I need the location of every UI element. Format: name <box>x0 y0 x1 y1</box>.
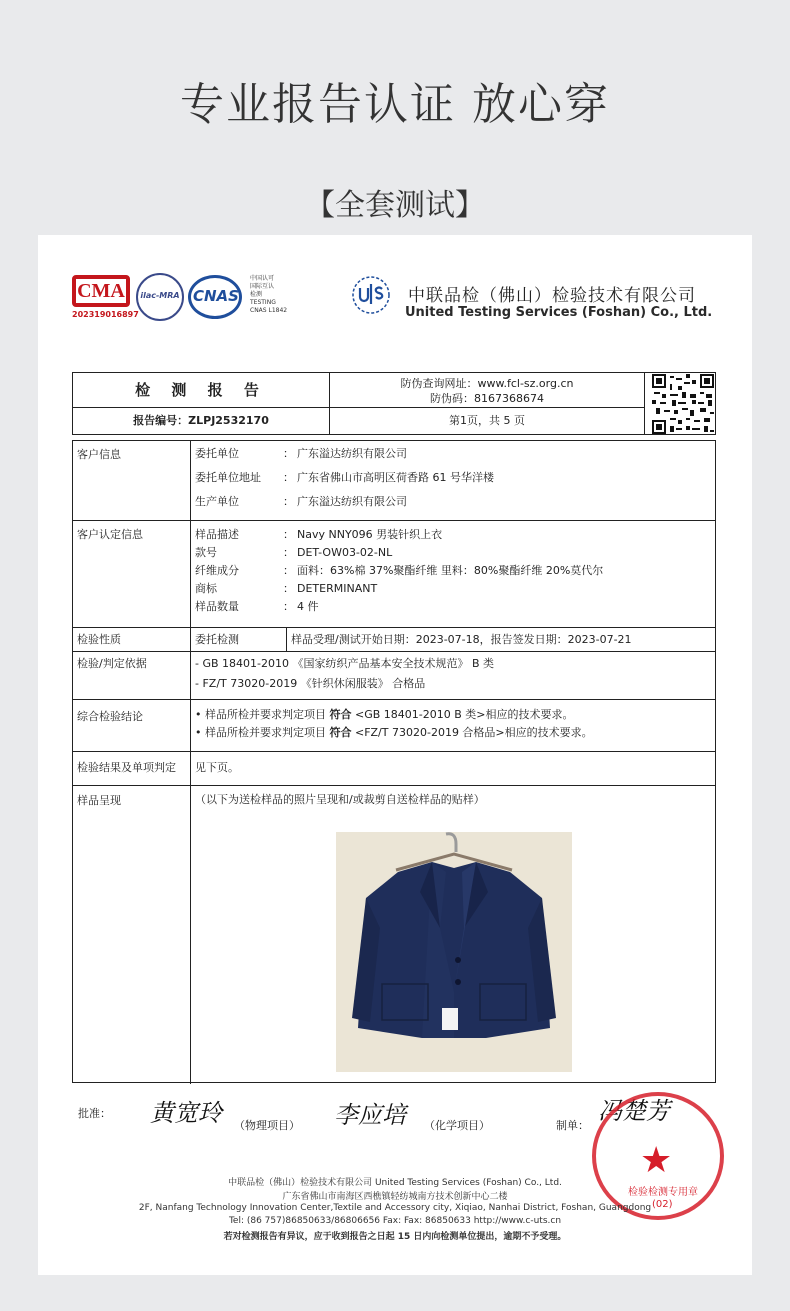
results-cell: 见下页。 <box>195 761 239 774</box>
nature-dates: 样品受理/测试开始日期：2023-07-18，报告签发日期：2023-07-21 <box>291 633 632 646</box>
client-item: 委托单位 ： 广东溢达纺织有限公司 <box>195 447 407 460</box>
anti-fake-info <box>330 373 645 408</box>
seal-text: 检验检测专用章 <box>628 1187 698 1198</box>
conclusion-row <box>73 700 715 752</box>
physical-label: （物理项目） <box>234 1119 300 1132</box>
nature-type: 委托检测 <box>191 628 287 651</box>
report-title: 检 测 报 告 <box>73 373 330 408</box>
company-name-cn: 中联品检（佛山）检验技术有限公司 <box>408 286 696 306</box>
basis-label: 检验/判定依据 <box>73 652 191 699</box>
client-info-cell <box>191 441 715 520</box>
company-name-en: United Testing Services (Foshan) Co., Ltd. <box>405 305 713 320</box>
sample-info-label: 客户认定信息 <box>73 521 191 627</box>
cma-logo: CMA <box>72 275 130 307</box>
report-sheet <box>38 235 752 1275</box>
cnas-note: 中国认可 国际互认 检测 TESTING CNAS L1842 <box>250 275 288 314</box>
footer-company: 中联品检（佛山）检验技术有限公司 United Testing Services (Foshan) Co., Ltd. <box>228 1178 562 1188</box>
basis-row <box>73 652 715 700</box>
footer-notice: 若对检测报告有异议，应于收到报告之日起 15 日内向检测单位提出，逾期不予受理。 <box>223 1232 567 1242</box>
page-count: 第1页，共 5 页 <box>330 408 645 434</box>
sample-info-row <box>73 521 715 628</box>
qr-code-icon <box>652 374 714 434</box>
photo-label: 样品呈现 <box>73 786 191 1084</box>
results-label: 检验结果及单项判定 <box>73 752 191 785</box>
conclusion-label: 综合检验结论 <box>73 700 191 751</box>
basis-line: - FZ/T 73020-2019 《针织休闲服装》 合格品 <box>195 677 426 690</box>
approve-label: 批准： <box>78 1107 111 1120</box>
verify-url: 防伪查询网址：www.fcl-sz.org.cn <box>400 377 574 390</box>
sample-jacket-photo <box>336 832 572 1072</box>
cma-number: 202319016897 <box>72 310 139 319</box>
chem-signature: 李应培 <box>334 1101 406 1129</box>
verify-code: 防伪码：8167368674 <box>430 392 544 405</box>
basis-line: - GB 18401-2010 《国家纺织产品基本安全技术规范》 B 类 <box>195 657 495 670</box>
uts-logo-icon <box>351 275 391 315</box>
make-label: 制单： <box>556 1119 589 1132</box>
ilac-mra-label: ilac-MRA <box>140 291 180 300</box>
footer-address-cn: 广东省佛山市南海区西樵镇轻纺城南方技术创新中心二楼 <box>282 1192 508 1202</box>
approve-signature: 黄宽玲 <box>150 1099 222 1127</box>
cnas-label: CNAS <box>193 287 239 305</box>
report-number: 报告编号：ZLPJ2532170 <box>73 408 330 434</box>
sample-item: 纤维成分 ： 面料：63%棉 37%聚酯纤维 里料：80%聚酯纤维 20%莫代尔 <box>195 564 604 577</box>
results-row <box>73 752 715 786</box>
client-item: 生产单位 ： 广东溢达纺织有限公司 <box>195 495 407 508</box>
nature-label: 检验性质 <box>73 628 191 651</box>
sample-item: 样品描述 ： Navy NNY096 男装针织上衣 <box>195 528 443 541</box>
page-headline: 专业报告认证 放心穿 <box>180 79 610 130</box>
footer-contact: Tel: (86 757)86850633/86806656 Fax: Fax: 86850633 http://www.c-uts.cn <box>228 1216 562 1226</box>
nature-cell <box>191 628 715 651</box>
nature-row <box>73 628 715 652</box>
sample-item: 样品数量 ： 4 件 <box>195 600 319 613</box>
report-header-table <box>72 372 716 435</box>
photo-note: （以下为送检样品的照片呈现和/或裁剪自送检样品的贴样） <box>195 793 485 806</box>
make-signature: 冯楚芳 <box>598 1097 670 1125</box>
client-item: 委托单位地址 ： 广东省佛山市高明区荷香路 61 号华洋楼 <box>195 471 494 484</box>
sample-info-cell <box>191 521 715 627</box>
chem-label: （化学项目） <box>424 1119 490 1132</box>
conclusion-cell <box>191 700 715 751</box>
seal-star-icon: ★ <box>640 1140 673 1181</box>
basis-cell <box>191 652 715 699</box>
sample-item: 商标 ： DETERMINANT <box>195 582 378 595</box>
conclusion-line: • 样品所检并要求判定项目 符合 <FZ/T 73020-2019 合格品>相应的技术要求。 <box>195 726 593 739</box>
client-info-label: 客户信息 <box>73 441 191 520</box>
page-subheadline: 【全套测试】 <box>305 188 485 223</box>
client-info-row <box>73 441 715 521</box>
seal-number: (02) <box>652 1199 673 1210</box>
sample-item: 款号 ： DET-OW03-02-NL <box>195 546 393 559</box>
conclusion-line: • 样品所检并要求判定项目 符合 <GB 18401-2010 B 类>相应的技术要求。 <box>195 708 574 721</box>
footer-address-en: 2F, Nanfang Technology Innovation Center,Textile and Accessory city, Xiqiao, Nanhai District, Foshan, Guangdong <box>138 1203 652 1213</box>
